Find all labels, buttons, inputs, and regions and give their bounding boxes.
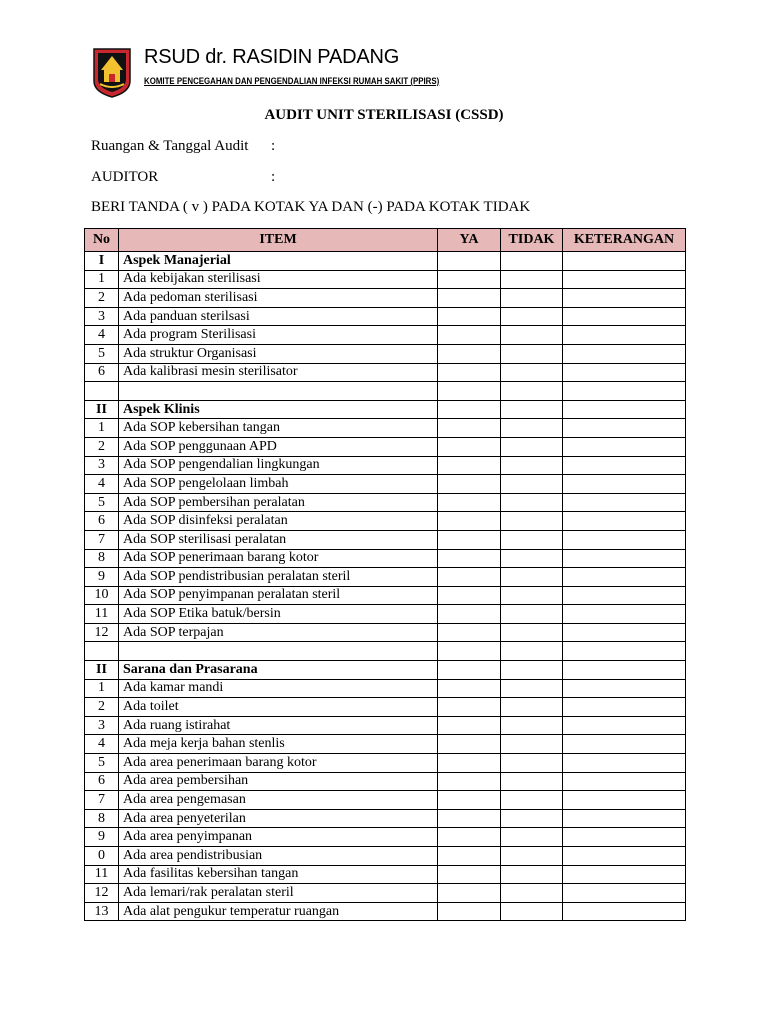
table-row	[85, 698, 686, 717]
row-number: 8	[85, 809, 119, 828]
tidak-cell[interactable]	[501, 419, 563, 438]
hospital-name: RSUD dr. RASIDIN PADANG	[144, 46, 400, 68]
padang-city-crest-icon	[93, 48, 131, 98]
item-text: Ada area penerimaan barang kotor	[119, 754, 438, 773]
tidak-cell[interactable]	[501, 270, 563, 289]
ya-cell[interactable]	[438, 512, 501, 531]
tidak-cell[interactable]	[501, 307, 563, 326]
row-number: II	[85, 661, 119, 680]
row-number: 3	[85, 307, 119, 326]
keterangan-cell[interactable]	[563, 735, 686, 754]
keterangan-cell[interactable]	[563, 326, 686, 345]
ya-cell[interactable]	[438, 326, 501, 345]
table-row	[85, 568, 686, 587]
table-row	[85, 791, 686, 810]
table-row	[85, 512, 686, 531]
item-text: Ada SOP disinfeksi peralatan	[119, 512, 438, 531]
tidak-cell[interactable]	[501, 326, 563, 345]
header-ya: YA	[438, 229, 501, 252]
row-number: 1	[85, 270, 119, 289]
tidak-cell[interactable]	[501, 716, 563, 735]
ya-cell[interactable]	[438, 363, 501, 382]
item-text: Ada area penyimpanan	[119, 828, 438, 847]
row-number: 7	[85, 530, 119, 549]
item-text: Ada lemari/rak peralatan steril	[119, 884, 438, 903]
table-row	[85, 772, 686, 791]
table-row	[85, 419, 686, 438]
row-number: 9	[85, 828, 119, 847]
row-number: 2	[85, 289, 119, 308]
ya-cell[interactable]	[438, 809, 501, 828]
row-number: 3	[85, 716, 119, 735]
ya-cell[interactable]	[438, 716, 501, 735]
ya-cell[interactable]	[438, 530, 501, 549]
table-row	[85, 902, 686, 921]
ya-cell[interactable]	[438, 623, 501, 642]
ya-cell[interactable]	[438, 493, 501, 512]
tidak-cell[interactable]	[501, 530, 563, 549]
tidak-cell[interactable]	[501, 363, 563, 382]
tidak-cell[interactable]	[501, 586, 563, 605]
row-number: 1	[85, 679, 119, 698]
tidak-cell[interactable]	[501, 754, 563, 773]
table-row	[85, 754, 686, 773]
ya-cell[interactable]	[438, 772, 501, 791]
item-text: Ada alat pengukur temperatur ruangan	[119, 902, 438, 921]
keterangan-cell[interactable]	[563, 902, 686, 921]
item-text: Ada toilet	[119, 698, 438, 717]
keterangan-cell[interactable]	[563, 679, 686, 698]
table-row	[85, 847, 686, 866]
row-number: 11	[85, 605, 119, 624]
auditor-label: AUDITOR	[91, 169, 159, 185]
keterangan-cell[interactable]	[563, 437, 686, 456]
table-row	[85, 865, 686, 884]
tidak-cell[interactable]	[501, 549, 563, 568]
table-header-row	[85, 229, 686, 252]
item-text: Ada SOP penerimaan barang kotor	[119, 549, 438, 568]
ya-cell[interactable]	[438, 382, 501, 401]
table-body	[85, 252, 686, 921]
tidak-cell[interactable]	[501, 437, 563, 456]
item-text	[119, 382, 438, 401]
row-number: I	[85, 252, 119, 271]
ya-cell[interactable]	[438, 605, 501, 624]
row-number: 1	[85, 419, 119, 438]
item-text: Ada area pendistribusian	[119, 847, 438, 866]
ya-cell[interactable]	[438, 698, 501, 717]
tidak-cell[interactable]	[501, 512, 563, 531]
ya-cell[interactable]	[438, 437, 501, 456]
row-number: 5	[85, 493, 119, 512]
tidak-cell[interactable]	[501, 809, 563, 828]
row-number: 4	[85, 326, 119, 345]
keterangan-cell[interactable]	[563, 847, 686, 866]
tidak-cell[interactable]	[501, 902, 563, 921]
tidak-cell[interactable]	[501, 884, 563, 903]
ya-cell[interactable]	[438, 419, 501, 438]
ya-cell[interactable]	[438, 754, 501, 773]
ya-cell[interactable]	[438, 735, 501, 754]
header-item: ITEM	[119, 229, 438, 252]
ya-cell[interactable]	[438, 661, 501, 680]
row-number	[85, 642, 119, 661]
keterangan-cell[interactable]	[563, 344, 686, 363]
section-title: Aspek Manajerial	[119, 252, 438, 271]
header-tidak: TIDAK	[501, 229, 563, 252]
tidak-cell[interactable]	[501, 456, 563, 475]
ya-cell[interactable]	[438, 289, 501, 308]
keterangan-cell[interactable]	[563, 456, 686, 475]
row-number: 12	[85, 884, 119, 903]
header-keterangan: KETERANGAN	[563, 229, 686, 252]
keterangan-cell[interactable]	[563, 530, 686, 549]
keterangan-cell[interactable]	[563, 661, 686, 680]
keterangan-cell[interactable]	[563, 475, 686, 494]
tidak-cell[interactable]	[501, 661, 563, 680]
spacer-row	[85, 642, 686, 661]
table-row	[85, 437, 686, 456]
keterangan-cell[interactable]	[563, 791, 686, 810]
row-number: 4	[85, 475, 119, 494]
item-text: Ada panduan sterilsasi	[119, 307, 438, 326]
keterangan-cell[interactable]	[563, 809, 686, 828]
table-row	[85, 363, 686, 382]
ya-cell[interactable]	[438, 884, 501, 903]
item-text: Ada ruang istirahat	[119, 716, 438, 735]
item-text	[119, 642, 438, 661]
ya-cell[interactable]	[438, 307, 501, 326]
item-text: Ada meja kerja bahan stenlis	[119, 735, 438, 754]
keterangan-cell[interactable]	[563, 307, 686, 326]
item-text: Ada SOP penyimpanan peralatan steril	[119, 586, 438, 605]
row-number: 13	[85, 902, 119, 921]
ya-cell[interactable]	[438, 791, 501, 810]
section-row	[85, 252, 686, 271]
keterangan-cell[interactable]	[563, 716, 686, 735]
table-row	[85, 623, 686, 642]
row-number: 9	[85, 568, 119, 587]
keterangan-cell[interactable]	[563, 363, 686, 382]
table-row	[85, 605, 686, 624]
ya-cell[interactable]	[438, 400, 501, 419]
item-text: Ada pedoman sterilisasi	[119, 289, 438, 308]
row-number: 11	[85, 865, 119, 884]
section-title: Aspek Klinis	[119, 400, 438, 419]
keterangan-cell[interactable]	[563, 289, 686, 308]
ya-cell[interactable]	[438, 642, 501, 661]
keterangan-cell[interactable]	[563, 865, 686, 884]
keterangan-cell[interactable]	[563, 623, 686, 642]
keterangan-cell[interactable]	[563, 586, 686, 605]
item-text: Ada program Sterilisasi	[119, 326, 438, 345]
ya-cell[interactable]	[438, 270, 501, 289]
row-number: 5	[85, 754, 119, 773]
item-text: Ada SOP pendistribusian peralatan steril	[119, 568, 438, 587]
table-row	[85, 475, 686, 494]
table-row	[85, 344, 686, 363]
row-number: 7	[85, 791, 119, 810]
tidak-cell[interactable]	[501, 568, 563, 587]
ya-cell[interactable]	[438, 252, 501, 271]
keterangan-cell[interactable]	[563, 772, 686, 791]
keterangan-cell[interactable]	[563, 642, 686, 661]
ya-cell[interactable]	[438, 475, 501, 494]
tidak-cell[interactable]	[501, 400, 563, 419]
item-text: Ada SOP pengelolaan limbah	[119, 475, 438, 494]
ya-cell[interactable]	[438, 865, 501, 884]
instruction-text: BERI TANDA ( v ) PADA KOTAK YA DAN (-) PADA KOTAK TIDAK	[91, 199, 531, 215]
item-text: Ada SOP pembersihan peralatan	[119, 493, 438, 512]
tidak-cell[interactable]	[501, 865, 563, 884]
ya-cell[interactable]	[438, 568, 501, 587]
ya-cell[interactable]	[438, 847, 501, 866]
tidak-cell[interactable]	[501, 847, 563, 866]
room-date-colon: :	[271, 138, 276, 154]
item-text: Ada kamar mandi	[119, 679, 438, 698]
table-row	[85, 735, 686, 754]
table-row	[85, 809, 686, 828]
table-row	[85, 307, 686, 326]
row-number: 2	[85, 698, 119, 717]
keterangan-cell[interactable]	[563, 698, 686, 717]
item-text: Ada kebijakan sterilisasi	[119, 270, 438, 289]
section-title: Sarana dan Prasarana	[119, 661, 438, 680]
tidak-cell[interactable]	[501, 828, 563, 847]
item-text: Ada SOP sterilisasi peralatan	[119, 530, 438, 549]
auditor-colon: :	[271, 169, 276, 185]
table-row	[85, 884, 686, 903]
tidak-cell[interactable]	[501, 252, 563, 271]
table-row	[85, 456, 686, 475]
table-row	[85, 586, 686, 605]
item-text: Ada SOP pengendalian lingkungan	[119, 456, 438, 475]
item-text: Ada SOP penggunaan APD	[119, 437, 438, 456]
ya-cell[interactable]	[438, 828, 501, 847]
ya-cell[interactable]	[438, 586, 501, 605]
row-number: 0	[85, 847, 119, 866]
tidak-cell[interactable]	[501, 344, 563, 363]
keterangan-cell[interactable]	[563, 252, 686, 271]
table-row	[85, 326, 686, 345]
row-number: 3	[85, 456, 119, 475]
table-row	[85, 530, 686, 549]
ya-cell[interactable]	[438, 344, 501, 363]
section-row	[85, 400, 686, 419]
room-date-label: Ruangan & Tanggal Audit	[91, 138, 249, 154]
row-number: 4	[85, 735, 119, 754]
tidak-cell[interactable]	[501, 791, 563, 810]
tidak-cell[interactable]	[501, 289, 563, 308]
item-text: Ada fasilitas kebersihan tangan	[119, 865, 438, 884]
table-row	[85, 828, 686, 847]
tidak-cell[interactable]	[501, 735, 563, 754]
tidak-cell[interactable]	[501, 642, 563, 661]
table-row	[85, 716, 686, 735]
ya-cell[interactable]	[438, 679, 501, 698]
document-title: AUDIT UNIT STERILISASI (CSSD)	[264, 107, 504, 123]
row-number: II	[85, 400, 119, 419]
tidak-cell[interactable]	[501, 605, 563, 624]
ya-cell[interactable]	[438, 902, 501, 921]
row-number: 2	[85, 437, 119, 456]
keterangan-cell[interactable]	[563, 493, 686, 512]
header-no: No	[85, 229, 119, 252]
tidak-cell[interactable]	[501, 493, 563, 512]
row-number: 10	[85, 586, 119, 605]
item-text: Ada kalibrasi mesin sterilisator	[119, 363, 438, 382]
table-row	[85, 493, 686, 512]
ya-cell[interactable]	[438, 549, 501, 568]
tidak-cell[interactable]	[501, 772, 563, 791]
tidak-cell[interactable]	[501, 679, 563, 698]
ya-cell[interactable]	[438, 456, 501, 475]
item-text: Ada SOP terpajan	[119, 623, 438, 642]
section-row	[85, 661, 686, 680]
keterangan-cell[interactable]	[563, 419, 686, 438]
keterangan-cell[interactable]	[563, 549, 686, 568]
table-row	[85, 289, 686, 308]
row-number: 12	[85, 623, 119, 642]
item-text: Ada SOP kebersihan tangan	[119, 419, 438, 438]
audit-checklist-table	[84, 228, 686, 921]
row-number: 6	[85, 772, 119, 791]
tidak-cell[interactable]	[501, 475, 563, 494]
keterangan-cell[interactable]	[563, 568, 686, 587]
row-number: 8	[85, 549, 119, 568]
item-text: Ada area pembersihan	[119, 772, 438, 791]
item-text: Ada area pengemasan	[119, 791, 438, 810]
keterangan-cell[interactable]	[563, 754, 686, 773]
item-text: Ada struktur Organisasi	[119, 344, 438, 363]
item-text: Ada SOP Etika batuk/bersin	[119, 605, 438, 624]
tidak-cell[interactable]	[501, 698, 563, 717]
keterangan-cell[interactable]	[563, 400, 686, 419]
row-number: 6	[85, 363, 119, 382]
row-number: 5	[85, 344, 119, 363]
table-row	[85, 549, 686, 568]
spacer-row	[85, 382, 686, 401]
keterangan-cell[interactable]	[563, 270, 686, 289]
keterangan-cell[interactable]	[563, 605, 686, 624]
keterangan-cell[interactable]	[563, 828, 686, 847]
item-text: Ada area penyeterilan	[119, 809, 438, 828]
keterangan-cell[interactable]	[563, 512, 686, 531]
keterangan-cell[interactable]	[563, 382, 686, 401]
tidak-cell[interactable]	[501, 382, 563, 401]
row-number	[85, 382, 119, 401]
keterangan-cell[interactable]	[563, 884, 686, 903]
committee-name: KOMITE PENCEGAHAN DAN PENGENDALIAN INFEKSI RUMAH SAKIT (PPIRS)	[144, 76, 440, 87]
tidak-cell[interactable]	[501, 623, 563, 642]
row-number: 6	[85, 512, 119, 531]
table-row	[85, 679, 686, 698]
table-row	[85, 270, 686, 289]
